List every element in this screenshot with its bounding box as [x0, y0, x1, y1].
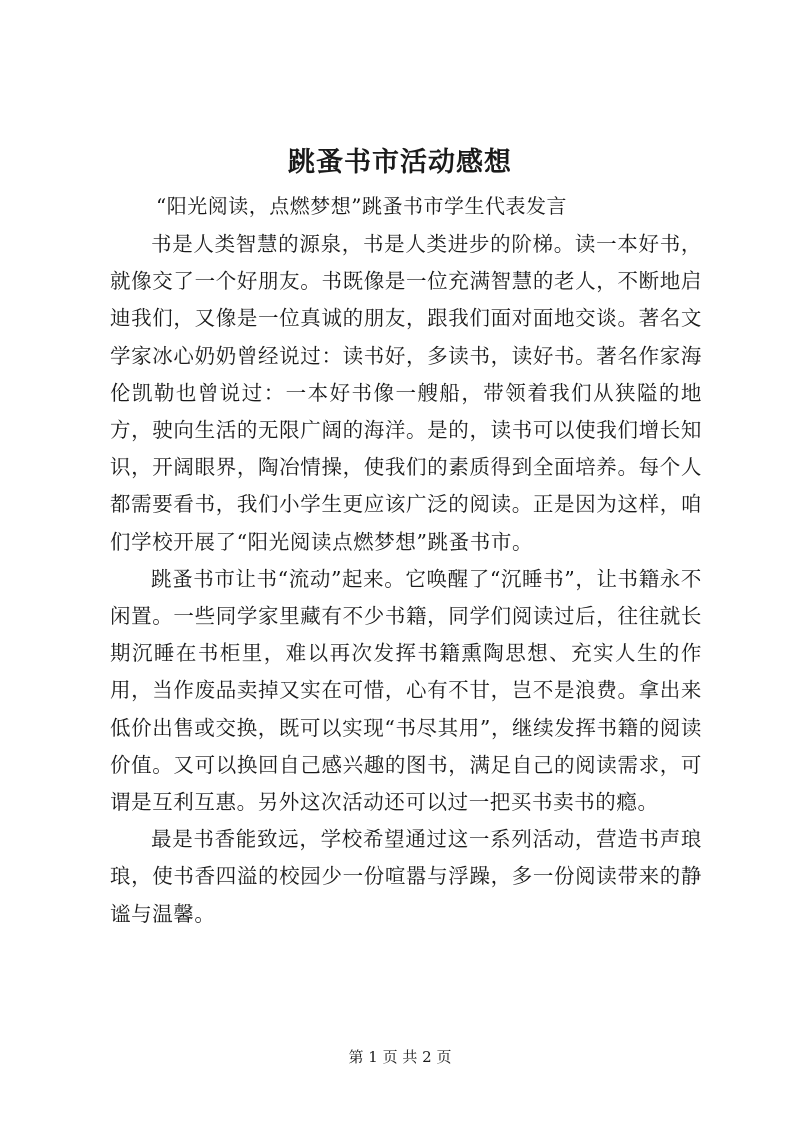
document-body	[110, 226, 702, 933]
speech-subtitle: “阳光阅读，点燃梦想”跳蚤书市学生代表发言	[156, 194, 567, 218]
page-number-footer: 第 1 页 共 2 页	[348, 1048, 452, 1066]
page-title: 跳蚤书市活动感想	[288, 147, 512, 178]
paragraph-2: 跳蚤书市让书“流动”起来。它唤醒了“沉睡书”，让书籍永不闲置。一些同学家里藏有不少书籍，同学们阅读过后，往往就长期沉睡在书柜里，难以再次发挥书籍熏陶思想、充实人生的作用，当作废品卖掉又实在可惜，心有不甘，岂不是浪费。拿出来低价出售或交换，既可以实现“书尽其用”，继续发挥书籍的阅读价值。又可以换回自己感兴趣的图书，满足自己的阅读需求，可谓是互利互惠。另外这次活动还可以过一把买书卖书的瘾。	[110, 566, 702, 815]
paragraph-1: 书是人类智慧的源泉，书是人类进步的阶梯。读一本好书，就像交了一个好朋友。书既像是一位充满智慧的老人，不断地启迪我们，又像是一位真诚的朋友，跟我们面对面地交谈。著名文学家冰心奶奶曾经说过：读书好，多读书，读好书。著名作家海伦凯勒也曾说过：一本好书像一艘船，带领着我们从狭隘的地方，驶向生活的无限广阔的海洋。是的，读书可以使我们增长知识，开阔眼界，陶冶情操，使我们的素质得到全面培养。每个人都需要看书，我们小学生更应该广泛的阅读。正是因为这样，咱们学校开展了“阳光阅读点燃梦想”跳蚤书市。	[110, 232, 702, 554]
paragraph-3: 最是书香能致远，学校希望通过这一系列活动，营造书声琅琅，使书香四溢的校园少一份喧嚣与浮躁，多一份阅读带来的静谧与温馨。	[110, 827, 702, 926]
